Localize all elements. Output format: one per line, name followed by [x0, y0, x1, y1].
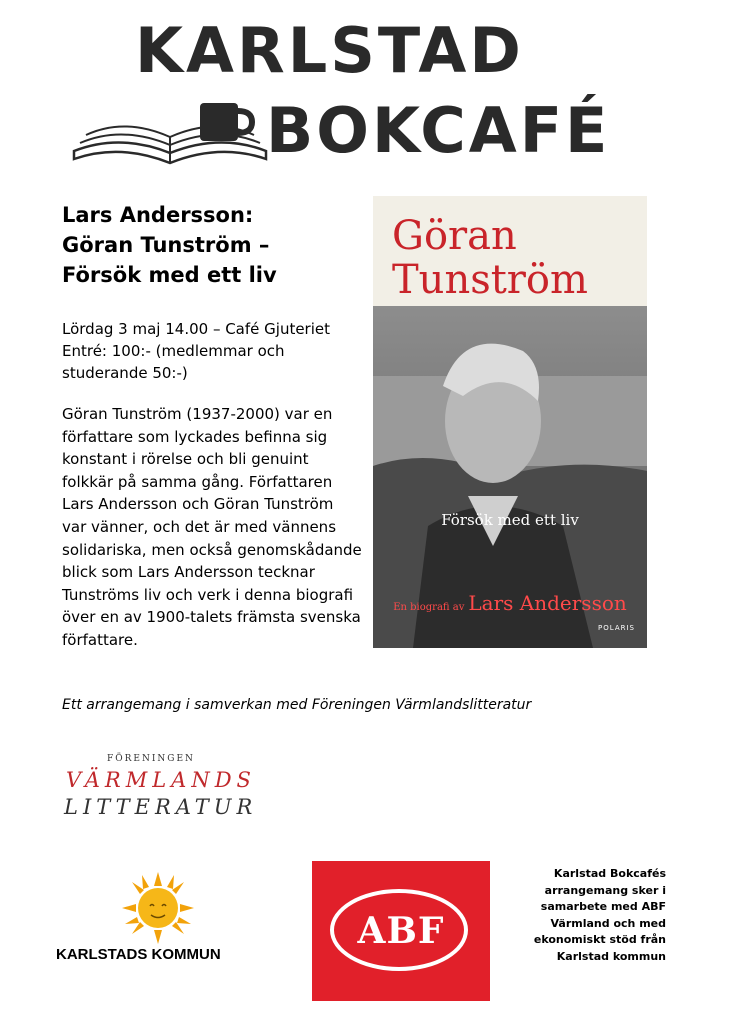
partner-note-line: ekonomiskt stöd från: [533, 933, 666, 946]
cover-publisher: POLARIS: [598, 624, 635, 632]
partner-note-line: Karlstad Bokcafés: [553, 867, 666, 880]
event-title-line: Lars Andersson:: [62, 203, 254, 227]
arrangemang-note: Ett arrangemang i samverkan med Föreningen Värmlandslitteratur: [62, 697, 532, 713]
event-description: [62, 403, 372, 652]
logo-title-line1: KARLSTAD: [135, 14, 524, 87]
description-line: blick som Lars Andersson tecknar: [62, 563, 315, 582]
vl-logo-line1: VÄRMLANDS: [66, 768, 256, 792]
cover-title: [392, 214, 642, 302]
cover-author: [373, 591, 647, 615]
book-cover: [373, 196, 647, 648]
partner-note-line: arrangemang sker i: [544, 883, 666, 897]
description-line: Göran Tunström (1937-2000) var en: [62, 405, 333, 423]
abf-logo-text: ABF: [357, 910, 445, 952]
vl-logo-line2: LITTERATUR: [64, 795, 258, 819]
description-line: författare som lyckades befinna sig: [62, 427, 328, 446]
event-title-line: Försök med ett liv: [62, 263, 277, 287]
vl-logo-small: FÖRENINGEN: [107, 754, 195, 764]
sun-icon: [122, 872, 194, 944]
event-title: [62, 200, 362, 290]
cover-title-line1: Göran: [392, 213, 517, 259]
event-title-line: Göran Tunström –: [62, 233, 270, 257]
event-meta-line: studerande 50:-): [62, 364, 188, 382]
cover-title-line2: Tunström: [392, 257, 588, 303]
cover-subtitle: Försök med ett liv: [441, 511, 579, 529]
cover-author-prefix: En biografi av: [393, 602, 465, 613]
description-line: Lars Andersson och Göran Tunström: [62, 495, 334, 514]
karlstads-kommun-label: KARLSTADS KOMMUN: [56, 946, 221, 963]
description-line: folkkär på samma gång. Författaren: [62, 472, 333, 491]
abf-logo: [312, 861, 490, 1001]
description-line: konstant i rörelse och bli genuint: [62, 450, 309, 469]
description-line: författare.: [62, 630, 138, 649]
event-meta: [62, 318, 362, 384]
description-line: solidariska, men också genomskådande: [62, 540, 362, 559]
partner-note-line: samarbete med ABF: [540, 900, 666, 913]
event-meta-line: Entré: 100:- (medlemmar och: [62, 342, 285, 360]
description-line: Tunströms liv och verk i denna biografi: [62, 585, 354, 604]
book-and-mug-icon: [70, 95, 270, 170]
partner-note-line: Värmland och med: [550, 916, 666, 930]
event-meta-line: Lördag 3 maj 14.00 – Café Gjuteriet: [62, 320, 331, 338]
cover-author-name: Lars Andersson: [468, 591, 627, 615]
description-line: över en av 1900-talets främsta svenska: [62, 608, 361, 627]
description-line: var vänner, och det är med vännens: [62, 517, 337, 536]
partner-note-line: Karlstad kommun: [556, 949, 666, 963]
partner-note: [506, 866, 666, 965]
logo-title-line2: BOKCAFÉ: [266, 94, 611, 167]
